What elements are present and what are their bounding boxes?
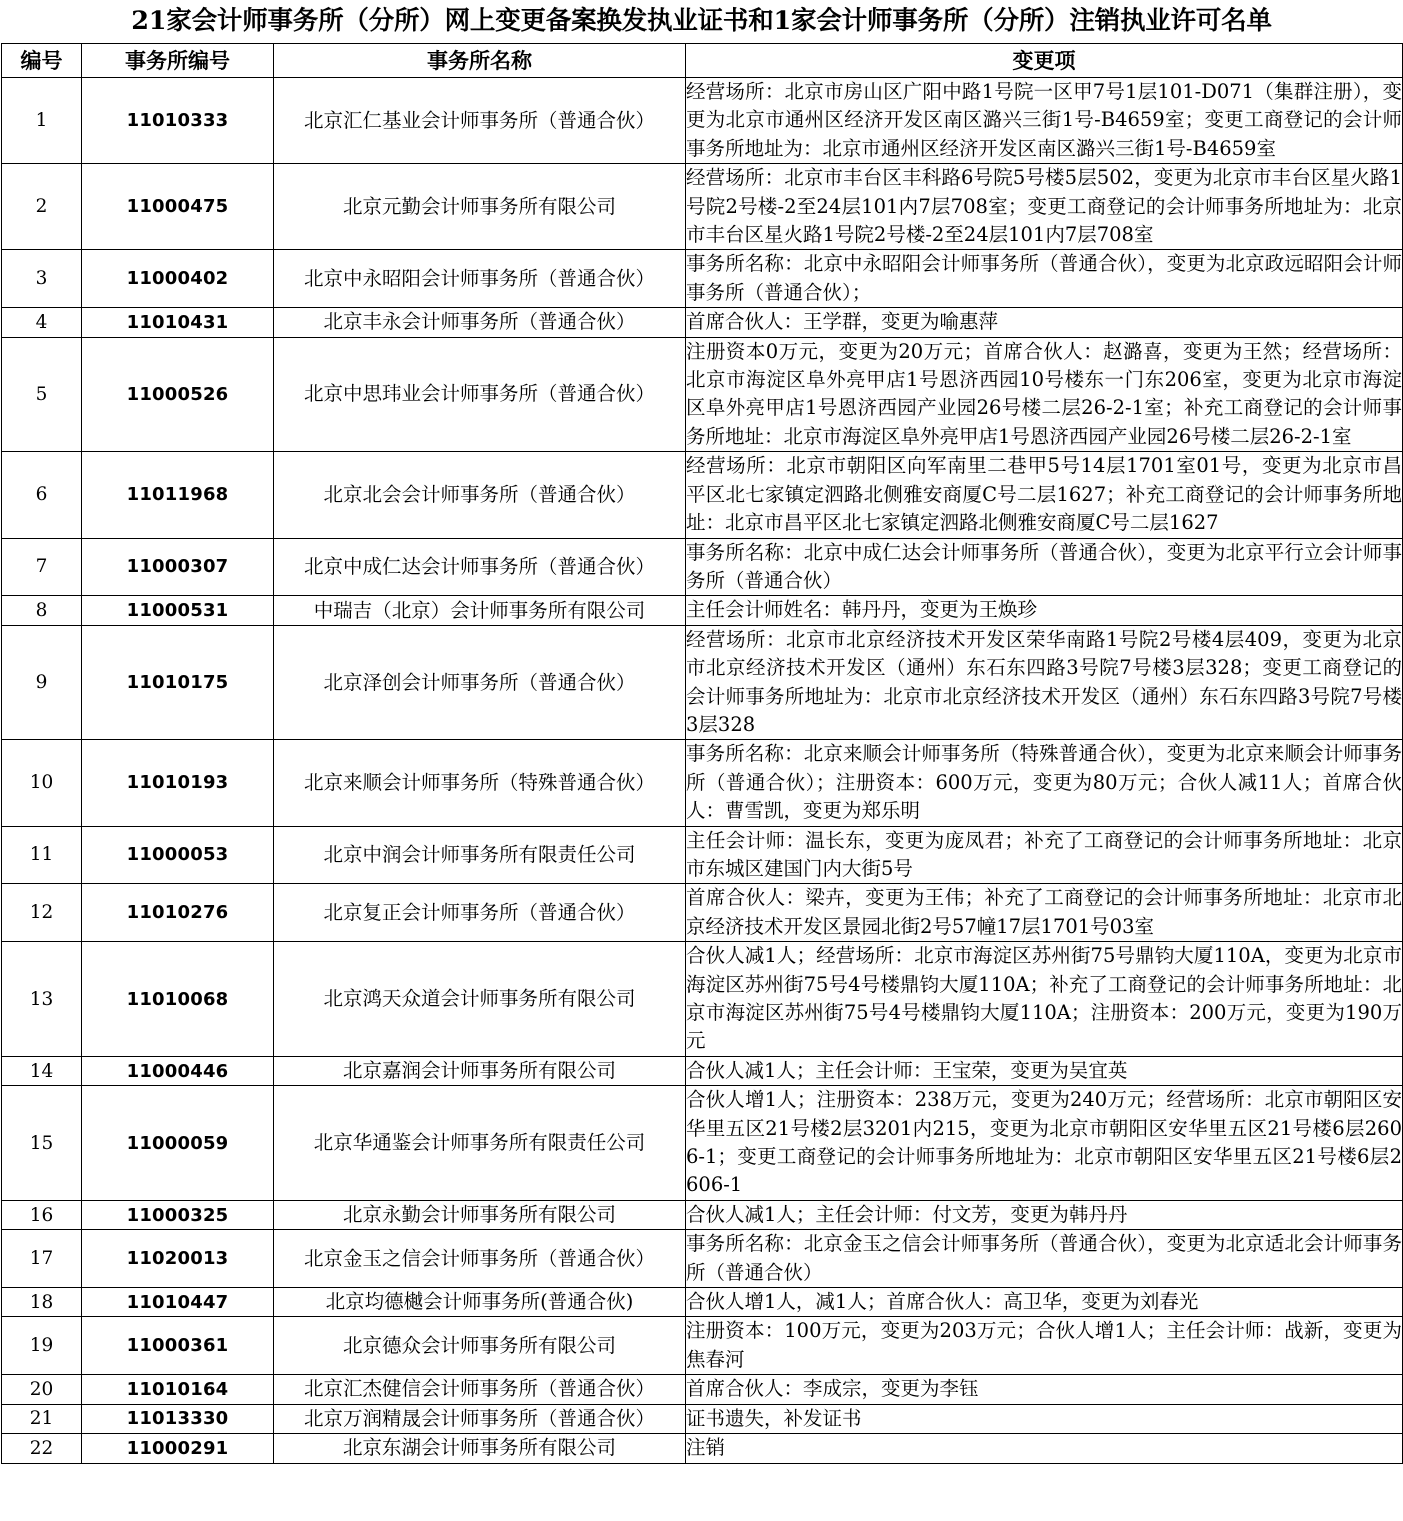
cell-change-items: 主任会计师：温长东，变更为庞凤君；补充了工商登记的会计师事务所地址：北京市东城区建国门内大街5号 [686,826,1403,884]
cell-change-items: 注册资本：100万元，变更为203万元；合伙人增1人；主任会计师：战新，变更为焦春河 [686,1317,1403,1375]
table-body [2,78,1403,1464]
table-row [2,942,1403,1057]
cell-change-items: 注册资本0万元，变更为20万元；首席合伙人：赵潞喜，变更为王然；经营场所：北京市海淀区阜外亮甲店1号恩济西园10号楼东一门东206室，变更为北京市海淀区阜外亮甲店1号恩济西园产业园26号楼二层26-2-1室；补充工商登记的会计师事务所地址：北京市海淀区阜外亮甲店1号恩济西园产业园26号楼二层26-2-1室 [686,337,1403,452]
cell-firm-code: 11000361 [82,1317,274,1375]
cell-change-items: 事务所名称：北京金玉之信会计师事务所（普通合伙），变更为北京适北会计师事务所（普通合伙） [686,1230,1403,1288]
cell-firm-code: 11000531 [82,596,274,625]
table-row [2,1086,1403,1201]
cell-firm-name: 北京中润会计师事务所有限责任公司 [274,826,686,884]
cell-firm-code: 11000053 [82,826,274,884]
cell-firm-name: 北京鸿天众道会计师事务所有限公司 [274,942,686,1057]
column-header-code: 事务所编号 [82,44,274,78]
cell-firm-code: 11010068 [82,942,274,1057]
cell-firm-code: 11000402 [82,250,274,308]
table-row [2,625,1403,740]
cell-firm-code: 11000446 [82,1056,274,1085]
table-row [2,596,1403,625]
table-row [2,740,1403,826]
cell-change-items: 经营场所：北京市丰台区丰科路6号院5号楼5层502，变更为北京市丰台区星火路1号院2号楼-2至24层101内7层708室；变更工商登记的会计师事务所地址为：北京市丰台区星火路1号院2号楼-2至24层101内7层708室 [686,164,1403,250]
cell-change-items: 经营场所：北京市房山区广阳中路1号院一区甲7号1层101-D071（集群注册），变更为北京市通州区经济开发区南区潞兴三街1号-B4659室；变更工商登记的会计师事务所地址为：北京市通州区经济开发区南区潞兴三街1号-B4659室 [686,78,1403,164]
cell-firm-name: 北京来顺会计师事务所（特殊普通合伙） [274,740,686,826]
cell-firm-name: 北京中永昭阳会计师事务所（普通合伙） [274,250,686,308]
table-header [2,44,1403,78]
cell-firm-code: 11000475 [82,164,274,250]
cell-firm-name: 北京均德樾会计师事务所(普通合伙) [274,1288,686,1317]
page-title: 21家会计师事务所（分所）网上变更备案换发执业证书和1家会计师事务所（分所）注销执业许可名单 [131,6,1272,36]
cell-firm-name: 北京复正会计师事务所（普通合伙） [274,884,686,942]
table-row [2,337,1403,452]
cell-firm-code: 11010175 [82,625,274,740]
cell-firm-code: 11010431 [82,308,274,337]
cell-firm-name: 北京嘉润会计师事务所有限公司 [274,1056,686,1085]
cell-firm-code: 11010193 [82,740,274,826]
cell-firm-code: 11000325 [82,1200,274,1229]
cell-firm-code: 11013330 [82,1404,274,1433]
table-row [2,538,1403,596]
cell-no: 10 [2,740,82,826]
cell-firm-name: 北京万润精晟会计师事务所（普通合伙） [274,1404,686,1433]
cell-change-items: 事务所名称：北京来顺会计师事务所（特殊普通合伙），变更为北京来顺会计师事务所（普通合伙）；注册资本：600万元，变更为80万元；合伙人减11人；首席合伙人：曹雪凯，变更为郑乐明 [686,740,1403,826]
cell-firm-code: 11011968 [82,452,274,538]
cell-firm-code: 11020013 [82,1230,274,1288]
cell-change-items: 经营场所：北京市朝阳区向军南里二巷甲5号14层1701室01号，变更为北京市昌平区北七家镇定泗路北侧雅安商厦C号二层1627；补充工商登记的会计师事务所地址：北京市昌平区北七家镇定泗路北侧雅安商厦C号二层1627 [686,452,1403,538]
cell-change-items: 合伙人减1人；主任会计师：王宝荣，变更为吴宜英 [686,1056,1403,1085]
firm-change-listing-table [1,43,1403,1464]
table-row [2,1056,1403,1085]
cell-firm-code: 11010447 [82,1288,274,1317]
table-row [2,1404,1403,1433]
cell-firm-name: 北京汇仁基业会计师事务所（普通合伙） [274,78,686,164]
table-row [2,826,1403,884]
column-header-name: 事务所名称 [274,44,686,78]
cell-no: 11 [2,826,82,884]
cell-firm-code: 11010164 [82,1375,274,1404]
cell-firm-name: 北京丰永会计师事务所（普通合伙） [274,308,686,337]
table-row [2,250,1403,308]
cell-change-items: 事务所名称：北京中成仁达会计师事务所（普通合伙），变更为北京平行立会计师事务所（普通合伙） [686,538,1403,596]
cell-firm-name: 北京元勤会计师事务所有限公司 [274,164,686,250]
cell-no: 2 [2,164,82,250]
cell-firm-name: 北京中成仁达会计师事务所（普通合伙） [274,538,686,596]
table-row [2,452,1403,538]
cell-firm-name: 北京东湖会计师事务所有限公司 [274,1434,686,1463]
cell-firm-name: 北京华通鉴会计师事务所有限责任公司 [274,1086,686,1201]
cell-no: 20 [2,1375,82,1404]
cell-firm-name: 北京中思玮业会计师事务所（普通合伙） [274,337,686,452]
cell-no: 13 [2,942,82,1057]
cell-no: 21 [2,1404,82,1433]
cell-no: 14 [2,1056,82,1085]
cell-firm-code: 11010276 [82,884,274,942]
cell-firm-code: 11000291 [82,1434,274,1463]
table-row [2,1375,1403,1404]
cell-no: 18 [2,1288,82,1317]
table-row [2,1200,1403,1229]
table-row [2,1434,1403,1463]
cell-no: 5 [2,337,82,452]
table-row [2,1230,1403,1288]
cell-firm-code: 11010333 [82,78,274,164]
cell-change-items: 首席合伙人：王学群，变更为喻惠萍 [686,308,1403,337]
cell-change-items: 主任会计师姓名：韩丹丹，变更为王焕珍 [686,596,1403,625]
cell-no: 4 [2,308,82,337]
cell-firm-name: 北京德众会计师事务所有限公司 [274,1317,686,1375]
cell-no: 3 [2,250,82,308]
table-row [2,308,1403,337]
cell-no: 8 [2,596,82,625]
cell-no: 1 [2,78,82,164]
cell-change-items: 证书遗失，补发证书 [686,1404,1403,1433]
column-header-no: 编号 [2,44,82,78]
cell-no: 17 [2,1230,82,1288]
table-row [2,884,1403,942]
cell-firm-code: 11000059 [82,1086,274,1201]
cell-no: 12 [2,884,82,942]
cell-no: 6 [2,452,82,538]
cell-change-items: 首席合伙人：李成宗，变更为李钰 [686,1375,1403,1404]
cell-firm-name: 北京金玉之信会计师事务所（普通合伙） [274,1230,686,1288]
table-row [2,164,1403,250]
cell-no: 9 [2,625,82,740]
cell-change-items: 注销 [686,1434,1403,1463]
cell-firm-name: 北京泽创会计师事务所（普通合伙） [274,625,686,740]
cell-change-items: 首席合伙人：梁卉，变更为王伟；补充了工商登记的会计师事务所地址：北京市北京经济技术开发区景园北街2号57幢17层1701号03室 [686,884,1403,942]
header-row [2,44,1403,78]
cell-firm-code: 11000526 [82,337,274,452]
cell-change-items: 经营场所：北京市北京经济技术开发区荣华南路1号院2号楼4层409，变更为北京市北京经济技术开发区（通州）东石东四路3号院7号楼3层328；变更工商登记的会计师事务所地址为：北京市北京经济技术开发区（通州）东石东四路3号院7号楼3层328 [686,625,1403,740]
column-header-change: 变更项 [686,44,1403,78]
cell-firm-name: 北京北会会计师事务所（普通合伙） [274,452,686,538]
cell-no: 16 [2,1200,82,1229]
table-row [2,78,1403,164]
cell-change-items: 事务所名称：北京中永昭阳会计师事务所（普通合伙），变更为北京政远昭阳会计师事务所（普通合伙）； [686,250,1403,308]
table-row [2,1317,1403,1375]
cell-change-items: 合伙人增1人；注册资本：238万元，变更为240万元；经营场所：北京市朝阳区安华里五区21号楼2层3201内215，变更为北京市朝阳区安华里五区21号楼6层2606-1；变更工商登记的会计师事务所地址为：北京市朝阳区安华里五区21号楼6层2606-1 [686,1086,1403,1201]
cell-no: 22 [2,1434,82,1463]
cell-change-items: 合伙人减1人；经营场所：北京市海淀区苏州街75号鼎钧大厦110A，变更为北京市海淀区苏州街75号4号楼鼎钧大厦110A；补充了工商登记的会计师事务所地址：北京市海淀区苏州街75号4号楼鼎钧大厦110A；注册资本：200万元，变更为190万元 [686,942,1403,1057]
cell-no: 7 [2,538,82,596]
cell-change-items: 合伙人减1人；主任会计师：付文芳，变更为韩丹丹 [686,1200,1403,1229]
cell-firm-name: 中瑞吉（北京）会计师事务所有限公司 [274,596,686,625]
cell-no: 15 [2,1086,82,1201]
cell-firm-name: 北京永勤会计师事务所有限公司 [274,1200,686,1229]
table-row [2,1288,1403,1317]
cell-no: 19 [2,1317,82,1375]
cell-change-items: 合伙人增1人，减1人；首席合伙人：高卫华，变更为刘春光 [686,1288,1403,1317]
cell-firm-code: 11000307 [82,538,274,596]
cell-firm-name: 北京汇杰健信会计师事务所（普通合伙） [274,1375,686,1404]
